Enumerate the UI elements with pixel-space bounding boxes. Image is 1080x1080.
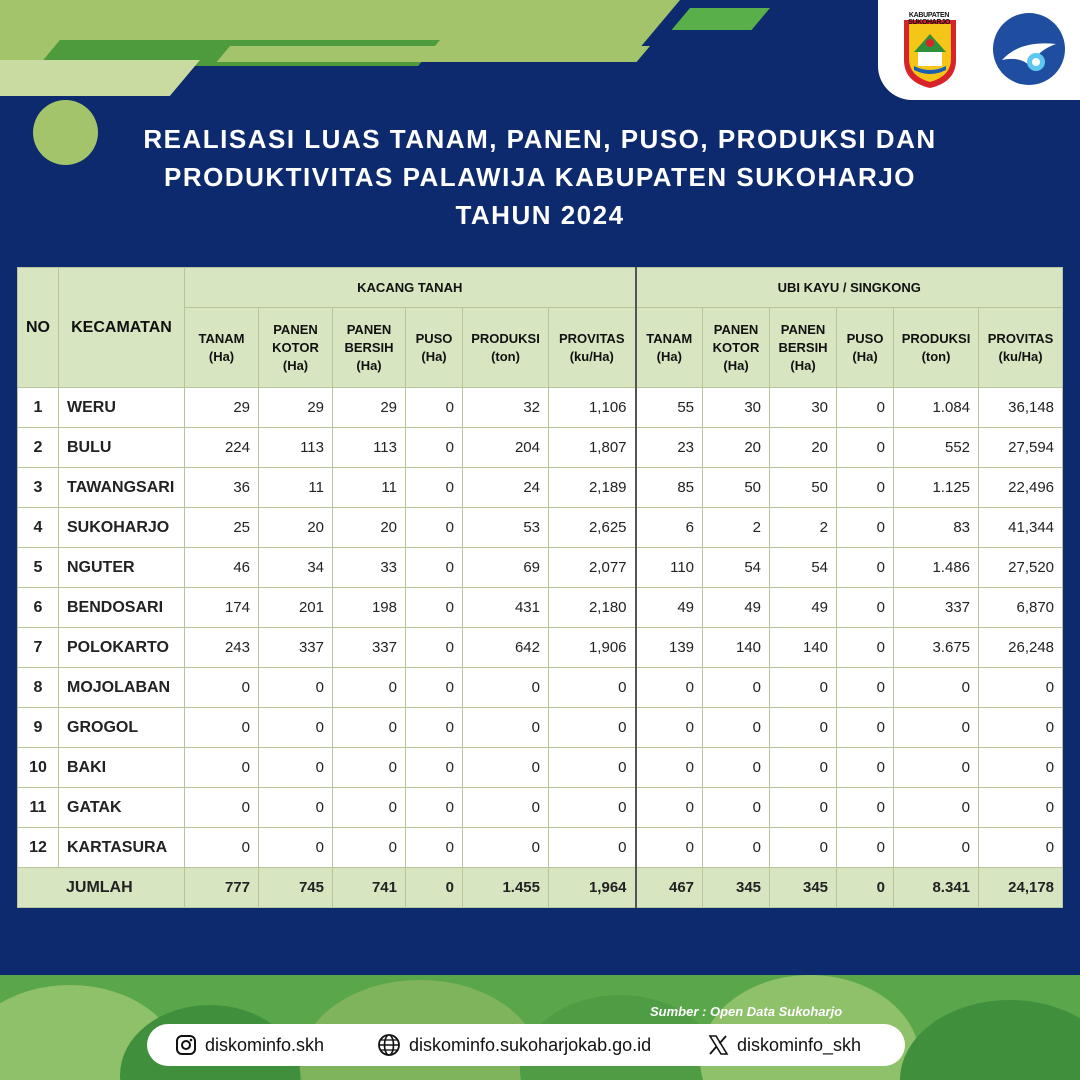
title-line: TAHUN 2024 — [455, 200, 625, 230]
ubi-provitas-cell: 0 — [979, 748, 1063, 788]
kacang-tanam-cell: 0 — [185, 828, 259, 868]
kecamatan-name: GROGOL — [59, 708, 185, 748]
kecamatan-name: NGUTER — [59, 548, 185, 588]
kecamatan-name: POLOKARTO — [59, 628, 185, 668]
kacang-panen-bersih-cell: 0 — [333, 708, 406, 748]
kacang-tanam-cell: 0 — [185, 668, 259, 708]
kacang-produksi-cell: 69 — [463, 548, 549, 588]
kacang-tanam-cell: 46 — [185, 548, 259, 588]
globe-icon — [377, 1033, 401, 1057]
ubi-panen-bersih-cell: 50 — [770, 468, 837, 508]
subheader-tanam: TANAM (Ha) — [636, 308, 703, 388]
kacang-panen-bersih-cell: 198 — [333, 588, 406, 628]
table-row — [18, 588, 1063, 628]
kacang-provitas-cell: 1,106 — [549, 388, 636, 428]
kacang-produksi-cell: 24 — [463, 468, 549, 508]
kacang-panen-bersih-cell: 20 — [333, 508, 406, 548]
ubi-produksi-cell: 1.084 — [894, 388, 979, 428]
table-row — [18, 388, 1063, 428]
ubi-provitas-cell: 26,248 — [979, 628, 1063, 668]
kacang-provitas-cell: 0 — [549, 708, 636, 748]
ubi-panen-kotor-cell: 0 — [703, 668, 770, 708]
kacang-panen-kotor-cell: 34 — [259, 548, 333, 588]
source-note: Sumber : Open Data Sukoharjo — [650, 1004, 843, 1019]
ubi-provitas-cell: 41,344 — [979, 508, 1063, 548]
ubi-panen-bersih-cell: 0 — [770, 828, 837, 868]
ubi-puso-cell: 0 — [837, 468, 894, 508]
ubi-panen-bersih-cell: 49 — [770, 588, 837, 628]
ubi-produksi-cell: 3.675 — [894, 628, 979, 668]
total-label: JUMLAH — [18, 868, 185, 908]
kacang-panen-kotor-cell: 0 — [259, 788, 333, 828]
page-title — [0, 120, 1080, 234]
kacang-puso-cell: 0 — [406, 508, 463, 548]
ubi-produksi-cell: 0 — [894, 748, 979, 788]
ubi-tanam-cell: 6 — [636, 508, 703, 548]
table-row — [18, 788, 1063, 828]
ubi-produksi-cell: 0 — [894, 788, 979, 828]
row-number: 10 — [18, 748, 59, 788]
row-number: 12 — [18, 828, 59, 868]
ubi-panen-kotor-cell: 0 — [703, 748, 770, 788]
ubi-produksi-cell: 83 — [894, 508, 979, 548]
row-number: 8 — [18, 668, 59, 708]
ubi-puso-cell: 0 — [837, 748, 894, 788]
kacang-provitas-cell: 0 — [549, 788, 636, 828]
table-row — [18, 508, 1063, 548]
kacang-panen-bersih-cell: 11 — [333, 468, 406, 508]
ubi-panen-kotor-cell: 140 — [703, 628, 770, 668]
instagram-link[interactable] — [175, 1024, 324, 1066]
kacang-tanam-cell: 224 — [185, 428, 259, 468]
total-ubi-puso: 0 — [837, 868, 894, 908]
header-kecamatan: KECAMATAN — [59, 268, 185, 388]
ubi-provitas-cell: 6,870 — [979, 588, 1063, 628]
row-number: 7 — [18, 628, 59, 668]
table-row — [18, 628, 1063, 668]
kacang-provitas-cell: 0 — [549, 668, 636, 708]
ubi-tanam-cell: 0 — [636, 708, 703, 748]
total-kacang-puso: 0 — [406, 868, 463, 908]
ubi-tanam-cell: 23 — [636, 428, 703, 468]
kacang-produksi-cell: 204 — [463, 428, 549, 468]
table-row — [18, 428, 1063, 468]
ubi-tanam-cell: 0 — [636, 668, 703, 708]
kacang-panen-bersih-cell: 33 — [333, 548, 406, 588]
x-handle: diskominfo_skh — [737, 1034, 862, 1055]
table-row — [18, 548, 1063, 588]
kacang-panen-kotor-cell: 11 — [259, 468, 333, 508]
ubi-provitas-cell: 0 — [979, 828, 1063, 868]
kacang-produksi-cell: 0 — [463, 668, 549, 708]
subheader-produksi: PRODUKSI (ton) — [894, 308, 979, 388]
kacang-tanam-cell: 29 — [185, 388, 259, 428]
ubi-produksi-cell: 1.486 — [894, 548, 979, 588]
kacang-panen-bersih-cell: 0 — [333, 828, 406, 868]
kacang-tanam-cell: 25 — [185, 508, 259, 548]
ubi-puso-cell: 0 — [837, 828, 894, 868]
total-ubi-produksi: 8.341 — [894, 868, 979, 908]
ubi-provitas-cell: 27,520 — [979, 548, 1063, 588]
ubi-tanam-cell: 85 — [636, 468, 703, 508]
ubi-tanam-cell: 0 — [636, 828, 703, 868]
kacang-panen-kotor-cell: 0 — [259, 828, 333, 868]
kacang-panen-kotor-cell: 20 — [259, 508, 333, 548]
table-row — [18, 828, 1063, 868]
ubi-puso-cell: 0 — [837, 628, 894, 668]
subheader-puso: PUSO (Ha) — [406, 308, 463, 388]
total-kacang-tanam: 777 — [185, 868, 259, 908]
kecamatan-name: KARTASURA — [59, 828, 185, 868]
total-ubi-tanam: 467 — [636, 868, 703, 908]
kacang-puso-cell: 0 — [406, 548, 463, 588]
kacang-puso-cell: 0 — [406, 668, 463, 708]
ubi-produksi-cell: 0 — [894, 828, 979, 868]
kacang-provitas-cell: 2,189 — [549, 468, 636, 508]
ubi-panen-kotor-cell: 0 — [703, 828, 770, 868]
palawija-table — [17, 267, 1063, 908]
ubi-provitas-cell: 27,594 — [979, 428, 1063, 468]
ubi-tanam-cell: 49 — [636, 588, 703, 628]
ubi-panen-bersih-cell: 0 — [770, 748, 837, 788]
kecamatan-name: GATAK — [59, 788, 185, 828]
kacang-tanam-cell: 0 — [185, 708, 259, 748]
subheader-tanam: TANAM (Ha) — [185, 308, 259, 388]
row-number: 6 — [18, 588, 59, 628]
kecamatan-name: BENDOSARI — [59, 588, 185, 628]
ubi-provitas-cell: 22,496 — [979, 468, 1063, 508]
subheader-provitas: PROVITAS (ku/Ha) — [979, 308, 1063, 388]
total-kacang-provitas: 1,964 — [549, 868, 636, 908]
decor-blob — [900, 1000, 1080, 1080]
table-row — [18, 668, 1063, 708]
ubi-tanam-cell: 55 — [636, 388, 703, 428]
ubi-panen-bersih-cell: 140 — [770, 628, 837, 668]
kacang-produksi-cell: 431 — [463, 588, 549, 628]
ubi-panen-kotor-cell: 30 — [703, 388, 770, 428]
instagram-handle: diskominfo.skh — [205, 1034, 325, 1055]
kacang-produksi-cell: 53 — [463, 508, 549, 548]
kacang-produksi-cell: 0 — [463, 788, 549, 828]
kacang-panen-bersih-cell: 113 — [333, 428, 406, 468]
kecamatan-name: TAWANGSARI — [59, 468, 185, 508]
title-line: PRODUKTIVITAS PALAWIJA KABUPATEN SUKOHARJO — [163, 162, 917, 192]
total-kacang-panen-kotor: 745 — [259, 868, 333, 908]
ubi-provitas-cell: 0 — [979, 788, 1063, 828]
ubi-panen-bersih-cell: 0 — [770, 788, 837, 828]
ubi-produksi-cell: 337 — [894, 588, 979, 628]
kacang-puso-cell: 0 — [406, 788, 463, 828]
x-link[interactable] — [707, 1024, 861, 1066]
header-no: NO — [18, 268, 59, 388]
kacang-panen-kotor-cell: 113 — [259, 428, 333, 468]
row-number: 4 — [18, 508, 59, 548]
kacang-provitas-cell: 2,180 — [549, 588, 636, 628]
ubi-tanam-cell: 0 — [636, 748, 703, 788]
row-number: 2 — [18, 428, 59, 468]
kacang-puso-cell: 0 — [406, 708, 463, 748]
kacang-panen-kotor-cell: 0 — [259, 748, 333, 788]
kacang-tanam-cell: 0 — [185, 788, 259, 828]
website-link[interactable] — [377, 1024, 651, 1066]
kacang-panen-kotor-cell: 0 — [259, 708, 333, 748]
kacang-panen-bersih-cell: 0 — [333, 748, 406, 788]
row-number: 1 — [18, 388, 59, 428]
logo-panel — [878, 0, 1080, 100]
ubi-panen-kotor-cell: 2 — [703, 508, 770, 548]
ubi-panen-bersih-cell: 2 — [770, 508, 837, 548]
kacang-panen-bersih-cell: 337 — [333, 628, 406, 668]
kecamatan-name: SUKOHARJO — [59, 508, 185, 548]
total-kacang-produksi: 1.455 — [463, 868, 549, 908]
ubi-panen-bersih-cell: 54 — [770, 548, 837, 588]
kacang-puso-cell: 0 — [406, 628, 463, 668]
row-number: 3 — [18, 468, 59, 508]
subheader-panen-kotor: PANEN KOTOR (Ha) — [703, 308, 770, 388]
decor-stripe — [0, 60, 200, 96]
x-logo-icon — [707, 1034, 729, 1056]
title-line: REALISASI LUAS TANAM, PANEN, PUSO, PRODUKSI DAN — [143, 124, 937, 154]
ubi-provitas-cell: 0 — [979, 708, 1063, 748]
kacang-puso-cell: 0 — [406, 388, 463, 428]
kecamatan-name: BAKI — [59, 748, 185, 788]
ubi-tanam-cell: 139 — [636, 628, 703, 668]
kecamatan-name: MOJOLABAN — [59, 668, 185, 708]
ubi-tanam-cell: 110 — [636, 548, 703, 588]
instagram-icon — [175, 1034, 197, 1056]
ubi-puso-cell: 0 — [837, 388, 894, 428]
subheader-puso: PUSO (Ha) — [837, 308, 894, 388]
kecamatan-name: WERU — [59, 388, 185, 428]
website-url: diskominfo.sukoharjokab.go.id — [409, 1034, 652, 1055]
kacang-provitas-cell: 2,625 — [549, 508, 636, 548]
kacang-tanam-cell: 0 — [185, 748, 259, 788]
table-row — [18, 708, 1063, 748]
kacang-panen-bersih-cell: 0 — [333, 668, 406, 708]
decor-stripe — [217, 46, 650, 62]
row-number: 11 — [18, 788, 59, 828]
decor-stripe — [672, 8, 770, 30]
kacang-provitas-cell: 2,077 — [549, 548, 636, 588]
ubi-provitas-cell: 36,148 — [979, 388, 1063, 428]
kacang-provitas-cell: 1,906 — [549, 628, 636, 668]
kacang-provitas-cell: 0 — [549, 748, 636, 788]
ubi-produksi-cell: 0 — [894, 708, 979, 748]
kacang-produksi-cell: 0 — [463, 708, 549, 748]
table-row — [18, 748, 1063, 788]
total-ubi-provitas: 24,178 — [979, 868, 1063, 908]
ubi-panen-bersih-cell: 0 — [770, 668, 837, 708]
header-ubi-kayu: UBI KAYU / SINGKONG — [636, 268, 1063, 308]
ubi-puso-cell: 0 — [837, 508, 894, 548]
kacang-puso-cell: 0 — [406, 468, 463, 508]
kacang-provitas-cell: 1,807 — [549, 428, 636, 468]
kominfo-logo-icon — [990, 10, 1068, 88]
ubi-panen-kotor-cell: 0 — [703, 708, 770, 748]
ubi-puso-cell: 0 — [837, 668, 894, 708]
subheader-produksi: PRODUKSI (ton) — [463, 308, 549, 388]
total-kacang-panen-bersih: 741 — [333, 868, 406, 908]
ubi-puso-cell: 0 — [837, 788, 894, 828]
total-ubi-panen-kotor: 345 — [703, 868, 770, 908]
ubi-panen-kotor-cell: 20 — [703, 428, 770, 468]
kecamatan-name: BULU — [59, 428, 185, 468]
ubi-puso-cell: 0 — [837, 588, 894, 628]
kacang-tanam-cell: 174 — [185, 588, 259, 628]
ubi-puso-cell: 0 — [837, 548, 894, 588]
ubi-panen-kotor-cell: 54 — [703, 548, 770, 588]
social-bar — [147, 1024, 905, 1066]
crest-label: KABUPATEN SUKOHARJO — [907, 12, 951, 26]
ubi-panen-kotor-cell: 50 — [703, 468, 770, 508]
header-kacang-tanah: KACANG TANAH — [185, 268, 636, 308]
kacang-tanam-cell: 36 — [185, 468, 259, 508]
kacang-panen-kotor-cell: 337 — [259, 628, 333, 668]
ubi-puso-cell: 0 — [837, 708, 894, 748]
ubi-produksi-cell: 552 — [894, 428, 979, 468]
row-number: 5 — [18, 548, 59, 588]
kacang-puso-cell: 0 — [406, 428, 463, 468]
kacang-panen-bersih-cell: 0 — [333, 788, 406, 828]
total-row — [18, 868, 1063, 908]
table-row — [18, 468, 1063, 508]
kacang-puso-cell: 0 — [406, 588, 463, 628]
ubi-panen-kotor-cell: 0 — [703, 788, 770, 828]
kacang-panen-bersih-cell: 29 — [333, 388, 406, 428]
kacang-puso-cell: 0 — [406, 748, 463, 788]
subheader-panen-bersih: PANEN BERSIH (Ha) — [333, 308, 406, 388]
ubi-puso-cell: 0 — [837, 428, 894, 468]
kacang-produksi-cell: 0 — [463, 748, 549, 788]
kacang-panen-kotor-cell: 0 — [259, 668, 333, 708]
ubi-provitas-cell: 0 — [979, 668, 1063, 708]
kacang-produksi-cell: 32 — [463, 388, 549, 428]
subheader-panen-kotor: PANEN KOTOR (Ha) — [259, 308, 333, 388]
kacang-tanam-cell: 243 — [185, 628, 259, 668]
ubi-panen-bersih-cell: 0 — [770, 708, 837, 748]
row-number: 9 — [18, 708, 59, 748]
kacang-panen-kotor-cell: 29 — [259, 388, 333, 428]
ubi-tanam-cell: 0 — [636, 788, 703, 828]
kacang-provitas-cell: 0 — [549, 828, 636, 868]
subheader-provitas: PROVITAS (ku/Ha) — [549, 308, 636, 388]
total-ubi-panen-bersih: 345 — [770, 868, 837, 908]
kacang-produksi-cell: 642 — [463, 628, 549, 668]
ubi-panen-kotor-cell: 49 — [703, 588, 770, 628]
ubi-produksi-cell: 1.125 — [894, 468, 979, 508]
kacang-panen-kotor-cell: 201 — [259, 588, 333, 628]
subheader-panen-bersih: PANEN BERSIH (Ha) — [770, 308, 837, 388]
ubi-produksi-cell: 0 — [894, 668, 979, 708]
ubi-panen-bersih-cell: 20 — [770, 428, 837, 468]
ubi-panen-bersih-cell: 30 — [770, 388, 837, 428]
kacang-produksi-cell: 0 — [463, 828, 549, 868]
kacang-puso-cell: 0 — [406, 828, 463, 868]
